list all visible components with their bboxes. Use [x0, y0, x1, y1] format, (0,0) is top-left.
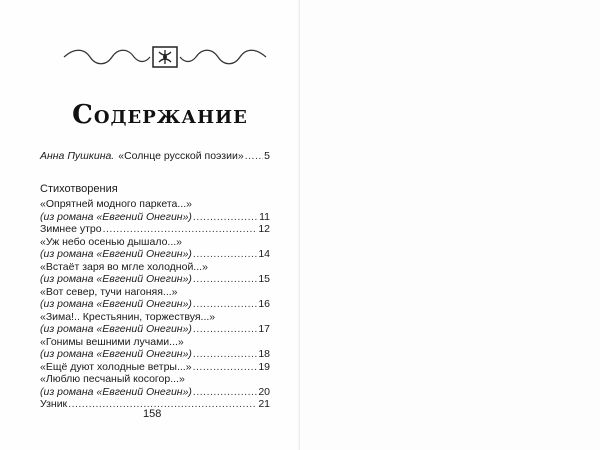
toc-entry[interactable]: [40, 386, 270, 399]
page-number: 15: [258, 273, 270, 285]
leader-dots: [245, 150, 263, 163]
intro-entry[interactable]: [40, 150, 270, 163]
entry-title: «Гонимы вешними лучами...»: [40, 335, 184, 348]
toc-entry[interactable]: [40, 348, 270, 361]
right-page: [300, 0, 600, 450]
toc-entry[interactable]: [40, 373, 185, 386]
page-number: 17: [258, 323, 270, 335]
leader-dots: [193, 273, 257, 286]
entry-title: (из романа «Евгений Онегин»): [40, 323, 192, 335]
entry-title: (из романа «Евгений Онегин»): [40, 348, 192, 360]
page-number: 12: [258, 223, 270, 235]
page-number: 21: [258, 398, 270, 410]
leader-dots: [193, 248, 257, 261]
leader-dots: [193, 298, 257, 311]
entry-title: (из романа «Евгений Онегин»): [40, 273, 192, 285]
toc-entry[interactable]: [40, 236, 182, 249]
page-number: 20: [258, 385, 270, 398]
leader-dots: [193, 323, 257, 336]
toc-entry[interactable]: [40, 298, 270, 311]
entry-title: Узник: [40, 398, 68, 410]
entry-title: (из романа «Евгений Онегин»): [40, 210, 192, 223]
page-number: 16: [258, 298, 270, 310]
entry-title: «Встаёт заря во мгле холодной...»: [40, 260, 208, 273]
intro-title: «Солнце русской поэзии»: [118, 150, 244, 162]
entry-title: (из романа «Евгений Онегин»): [40, 248, 192, 260]
page-number: 18: [258, 348, 270, 360]
entry-title: (из романа «Евгений Онегин»): [40, 385, 192, 398]
entry-title: «Люблю песчаный косогор...»: [40, 373, 185, 385]
toc-entry[interactable]: [40, 261, 208, 274]
toc-entry[interactable]: [40, 323, 270, 336]
toc-entry[interactable]: [40, 248, 270, 261]
toc-entry[interactable]: [40, 211, 270, 224]
page-number: 14: [258, 248, 270, 260]
toc-entry[interactable]: [40, 336, 184, 349]
toc-entry[interactable]: [40, 361, 270, 374]
leader-dots: [193, 211, 258, 224]
ornament-icon: [60, 46, 270, 68]
entry-title: (из романа «Евгений Онегин»): [40, 298, 192, 310]
entry-title: «Ещё дуют холодные ветры...»: [40, 360, 192, 373]
page-folio: 158: [143, 408, 162, 420]
entry-title: Зимнее утро: [40, 223, 102, 235]
page-number: 5: [264, 150, 270, 162]
toc-entry[interactable]: [40, 286, 178, 299]
entry-title: «Уж небо осенью дышало...»: [40, 235, 182, 248]
page-number: 11: [259, 210, 270, 223]
toc-entry[interactable]: [40, 273, 270, 286]
page-title: Содержание: [72, 100, 248, 130]
leader-dots: [68, 398, 257, 411]
entry-title: «Вот север, тучи нагоняя...»: [40, 285, 178, 298]
leader-dots: [193, 386, 257, 399]
entry-title: «Зима!.. Крестьянин, торжествуя...»: [40, 310, 216, 323]
leader-dots: [193, 361, 258, 374]
toc-entry[interactable]: [40, 311, 215, 324]
section-label: Стихотворения: [40, 183, 118, 195]
leader-dots: [193, 348, 257, 361]
leader-dots: [103, 223, 258, 236]
entry-title: «Опрятней модного паркета...»: [40, 198, 192, 210]
page-number: 19: [258, 360, 270, 373]
toc-entry[interactable]: [40, 198, 192, 211]
intro-author: Анна Пушкина.: [40, 150, 115, 162]
toc-entry[interactable]: [40, 223, 270, 236]
